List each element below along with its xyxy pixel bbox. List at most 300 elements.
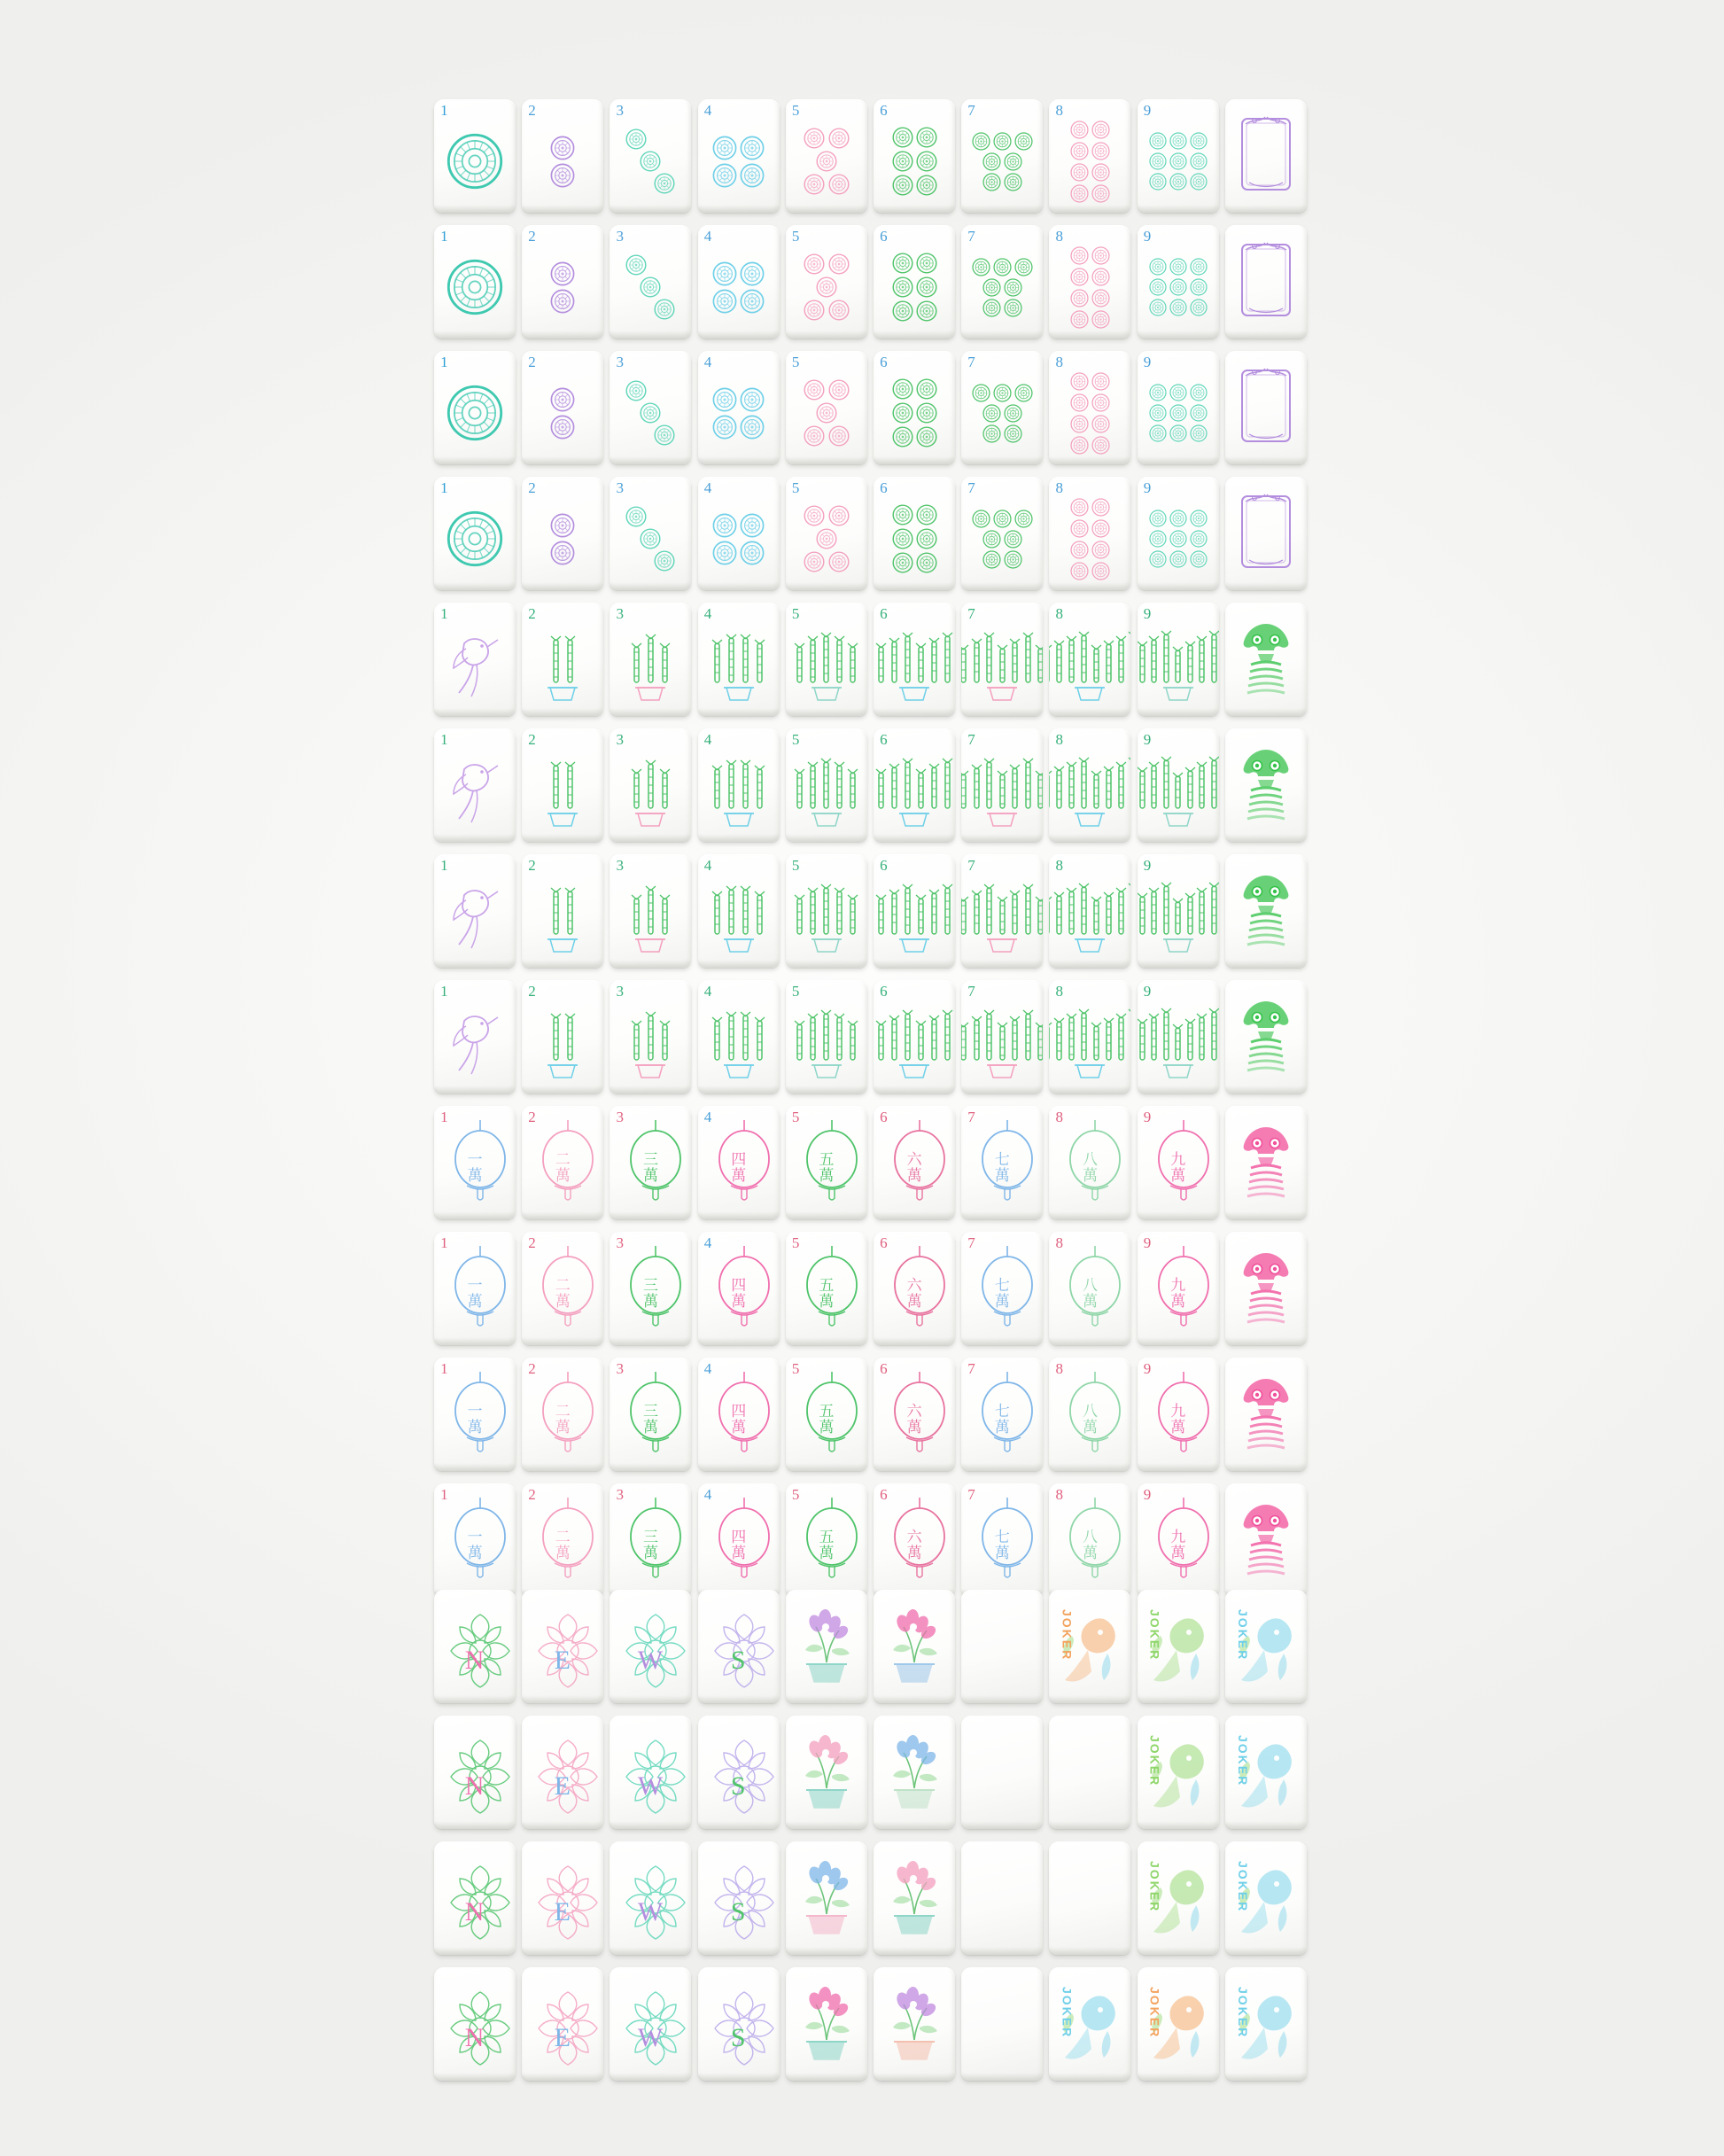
tile-character-9[interactable] bbox=[1138, 1483, 1219, 1597]
tile-number: 5 bbox=[791, 1109, 800, 1125]
tile-slot bbox=[610, 1712, 691, 1834]
tile-bamboo-8[interactable] bbox=[1049, 603, 1130, 716]
tile-bamboo-8[interactable] bbox=[1049, 980, 1130, 1094]
tile-blank[interactable] bbox=[1049, 1841, 1130, 1955]
tile-bamboo-8[interactable] bbox=[1049, 728, 1130, 842]
bamboo-art bbox=[1054, 867, 1125, 955]
tile-wind-W[interactable] bbox=[610, 1716, 691, 1829]
tile-wind-N[interactable] bbox=[434, 1841, 516, 1955]
tile-slot bbox=[961, 1228, 1043, 1350]
tile-bamboo-4[interactable] bbox=[698, 854, 780, 968]
wind-art: N bbox=[439, 1723, 510, 1811]
tile-dots-1[interactable] bbox=[434, 477, 516, 590]
tile-number: 7 bbox=[967, 1486, 975, 1503]
tile-joker[interactable] bbox=[1138, 1716, 1219, 1829]
tile-dots-5[interactable] bbox=[786, 99, 867, 213]
tile-slot bbox=[610, 222, 691, 344]
tile-number: 4 bbox=[703, 1486, 712, 1503]
tile-number: 6 bbox=[880, 1109, 888, 1125]
tile-slot bbox=[786, 222, 867, 344]
dots-art bbox=[703, 117, 774, 206]
tile-number: 7 bbox=[967, 857, 975, 874]
tile-dots-4[interactable] bbox=[698, 225, 780, 339]
tile-slot bbox=[874, 1228, 955, 1350]
tile-dots-6[interactable] bbox=[874, 351, 955, 464]
tile-number: 1 bbox=[440, 228, 448, 245]
tile-character-3[interactable] bbox=[610, 1232, 691, 1345]
tile-slot bbox=[610, 1102, 691, 1225]
tile-character-8[interactable] bbox=[1049, 1106, 1130, 1219]
tile-number: 6 bbox=[880, 1360, 888, 1377]
tile-bamboo-2[interactable] bbox=[522, 603, 603, 716]
tile-character-5[interactable] bbox=[786, 1358, 867, 1471]
tile-wind-S[interactable] bbox=[698, 1716, 780, 1829]
tile-bamboo-4[interactable] bbox=[698, 728, 780, 842]
tile-slot bbox=[522, 1964, 603, 2086]
tile-number: 5 bbox=[791, 731, 800, 748]
bamboo-art bbox=[703, 867, 774, 955]
tile-slot bbox=[786, 96, 867, 218]
tile-character-6[interactable] bbox=[874, 1232, 955, 1345]
joker-art: JOKER bbox=[1138, 1849, 1219, 1937]
tile-flower-orchid[interactable] bbox=[786, 1716, 867, 1829]
tile-slot bbox=[961, 222, 1043, 344]
dots-art bbox=[615, 369, 686, 457]
tile-character-7[interactable] bbox=[961, 1106, 1043, 1219]
tile-blank[interactable] bbox=[961, 1590, 1043, 1703]
tile-dots-5[interactable] bbox=[786, 477, 867, 590]
tile-slot bbox=[434, 1102, 516, 1225]
tile-dots-5[interactable] bbox=[786, 225, 867, 339]
wind-art: E bbox=[527, 1849, 598, 1937]
tile-bamboo-4[interactable] bbox=[698, 980, 780, 1094]
tile-bamboo-5[interactable] bbox=[786, 728, 867, 842]
tile-blank[interactable] bbox=[961, 1841, 1043, 1955]
bamboo-art bbox=[1143, 992, 1214, 1081]
tile-bamboo-6[interactable] bbox=[874, 728, 955, 842]
tile-bamboo-1-bird[interactable] bbox=[434, 854, 516, 968]
tile-bamboo-9[interactable] bbox=[1138, 603, 1219, 716]
tile-red-dragon[interactable] bbox=[1225, 1483, 1307, 1597]
tile-number: 5 bbox=[791, 479, 800, 496]
tile-bamboo-1-bird[interactable] bbox=[434, 728, 516, 842]
character-art: 二 萬 bbox=[527, 1115, 598, 1203]
tile-wind-N[interactable] bbox=[434, 1590, 516, 1703]
tile-slot bbox=[698, 222, 780, 344]
tile-character-9[interactable] bbox=[1138, 1232, 1219, 1345]
tile-character-1[interactable] bbox=[434, 1106, 516, 1219]
tile-flower-bluebell[interactable] bbox=[874, 1716, 955, 1829]
tile-number: 3 bbox=[616, 1234, 624, 1251]
tile-bamboo-7[interactable] bbox=[961, 728, 1043, 842]
tile-dots-8[interactable] bbox=[1049, 351, 1130, 464]
tile-number: 1 bbox=[440, 479, 448, 496]
red-dragon-art bbox=[1231, 1244, 1301, 1333]
wind-art: E bbox=[527, 1723, 598, 1811]
tile-flower-orchid[interactable] bbox=[786, 1967, 867, 2081]
tile-slot bbox=[610, 1964, 691, 2086]
dots-art bbox=[439, 494, 510, 583]
tile-character-3[interactable] bbox=[610, 1106, 691, 1219]
tile-number: 1 bbox=[440, 1360, 448, 1377]
tile-number: 1 bbox=[440, 354, 448, 370]
tile-slot bbox=[522, 1102, 603, 1225]
tile-wind-S[interactable] bbox=[698, 1967, 780, 2081]
tile-number: 3 bbox=[616, 605, 624, 622]
dots-art bbox=[1143, 243, 1214, 331]
tile-number: 2 bbox=[528, 983, 536, 1000]
tile-character-5[interactable] bbox=[786, 1232, 867, 1345]
tile-number: 1 bbox=[440, 102, 448, 119]
bamboo-art bbox=[967, 992, 1037, 1081]
tile-dots-5[interactable] bbox=[786, 351, 867, 464]
tile-slot bbox=[610, 1586, 691, 1708]
tile-slot bbox=[698, 1228, 780, 1350]
tile-dots-2[interactable] bbox=[522, 477, 603, 590]
tile-slot bbox=[522, 473, 603, 595]
tile-flower-iris[interactable] bbox=[786, 1841, 867, 1955]
tile-bamboo-5[interactable] bbox=[786, 603, 867, 716]
tile-number: 3 bbox=[616, 1486, 624, 1503]
tile-wind-E[interactable] bbox=[522, 1590, 603, 1703]
tile-dots-3[interactable] bbox=[610, 477, 691, 590]
tile-slot bbox=[1049, 599, 1130, 721]
tile-number: 4 bbox=[703, 983, 712, 1000]
tile-dots-8[interactable] bbox=[1049, 477, 1130, 590]
tile-dots-9[interactable] bbox=[1138, 99, 1219, 213]
tile-dots-9[interactable] bbox=[1138, 225, 1219, 339]
dots-art bbox=[1054, 243, 1125, 331]
tile-white-dragon[interactable] bbox=[1225, 225, 1307, 339]
character-art: 九 萬 bbox=[1143, 1492, 1214, 1581]
tile-slot bbox=[1049, 1964, 1130, 2086]
tile-slot bbox=[874, 1838, 955, 1960]
wind-art: W bbox=[615, 1974, 686, 2063]
tile-slot bbox=[698, 1586, 780, 1708]
tile-slot bbox=[1225, 977, 1307, 1099]
tile-character-7[interactable] bbox=[961, 1232, 1043, 1345]
tile-number: 4 bbox=[703, 102, 712, 119]
tile-bamboo-7[interactable] bbox=[961, 854, 1043, 968]
tile-dots-3[interactable] bbox=[610, 225, 691, 339]
tile-slot bbox=[1225, 1228, 1307, 1350]
bamboo-art bbox=[1054, 992, 1125, 1081]
tile-number: 7 bbox=[967, 1109, 975, 1125]
tile-green-dragon[interactable] bbox=[1225, 980, 1307, 1094]
tile-character-5[interactable] bbox=[786, 1483, 867, 1597]
tile-slot bbox=[698, 599, 780, 721]
tile-dots-8[interactable] bbox=[1049, 225, 1130, 339]
tile-bamboo-5[interactable] bbox=[786, 854, 867, 968]
tile-character-2[interactable] bbox=[522, 1483, 603, 1597]
joker-art: JOKER bbox=[1225, 1849, 1307, 1937]
tile-slot bbox=[874, 473, 955, 595]
tile-character-2[interactable] bbox=[522, 1358, 603, 1471]
tile-slot bbox=[610, 977, 691, 1099]
tile-dots-4[interactable] bbox=[698, 99, 780, 213]
tile-joker[interactable] bbox=[1049, 1590, 1130, 1703]
tile-character-3[interactable] bbox=[610, 1483, 691, 1597]
tile-slot bbox=[698, 851, 780, 973]
tile-bamboo-9[interactable] bbox=[1138, 728, 1219, 842]
tile-number: 8 bbox=[1055, 228, 1063, 245]
wind-art: S bbox=[703, 1597, 774, 1685]
tile-bamboo-2[interactable] bbox=[522, 980, 603, 1094]
tile-slot bbox=[961, 1354, 1043, 1476]
tile-flower-tulip[interactable] bbox=[874, 1967, 955, 2081]
tile-dots-6[interactable] bbox=[874, 477, 955, 590]
tile-number: 7 bbox=[967, 983, 975, 1000]
tile-bamboo-1-bird[interactable] bbox=[434, 603, 516, 716]
tile-slot bbox=[961, 1712, 1043, 1834]
tile-blank[interactable] bbox=[961, 1967, 1043, 2081]
tile-number: 1 bbox=[440, 1486, 448, 1503]
tile-blank[interactable] bbox=[961, 1716, 1043, 1829]
tile-character-8[interactable] bbox=[1049, 1483, 1130, 1597]
tile-joker[interactable] bbox=[1138, 1841, 1219, 1955]
tile-joker[interactable] bbox=[1138, 1967, 1219, 2081]
tile-number: 2 bbox=[528, 731, 536, 748]
dots-art bbox=[615, 494, 686, 583]
tile-dots-9[interactable] bbox=[1138, 351, 1219, 464]
character-art: 九 萬 bbox=[1143, 1115, 1214, 1203]
tile-wind-E[interactable] bbox=[522, 1967, 603, 2081]
tile-bamboo-4[interactable] bbox=[698, 603, 780, 716]
tile-bamboo-6[interactable] bbox=[874, 854, 955, 968]
tile-slot bbox=[1225, 1354, 1307, 1476]
tile-number: 9 bbox=[1143, 1486, 1152, 1503]
bamboo-art bbox=[1143, 741, 1214, 829]
tile-slot bbox=[961, 1964, 1043, 2086]
tile-dots-4[interactable] bbox=[698, 351, 780, 464]
tile-wind-N[interactable] bbox=[434, 1967, 516, 2081]
tile-white-dragon[interactable] bbox=[1225, 351, 1307, 464]
dots-art bbox=[879, 494, 950, 583]
tile-number: 2 bbox=[528, 102, 536, 119]
tile-bamboo-9[interactable] bbox=[1138, 980, 1219, 1094]
tile-bamboo-6[interactable] bbox=[874, 603, 955, 716]
character-art: 四 萬 bbox=[703, 1241, 774, 1329]
tile-character-8[interactable] bbox=[1049, 1358, 1130, 1471]
tile-bamboo-7[interactable] bbox=[961, 603, 1043, 716]
tile-wind-S[interactable] bbox=[698, 1841, 780, 1955]
tile-number: 3 bbox=[616, 102, 624, 119]
tile-slot bbox=[1049, 1228, 1130, 1350]
tile-character-6[interactable] bbox=[874, 1483, 955, 1597]
tile-dots-7[interactable] bbox=[961, 351, 1043, 464]
tile-slot bbox=[698, 1354, 780, 1476]
tile-dots-7[interactable] bbox=[961, 477, 1043, 590]
tile-green-dragon[interactable] bbox=[1225, 728, 1307, 842]
tile-character-4[interactable] bbox=[698, 1358, 780, 1471]
tile-character-4[interactable] bbox=[698, 1483, 780, 1597]
character-art: 五 萬 bbox=[791, 1241, 862, 1329]
tile-red-dragon[interactable] bbox=[1225, 1106, 1307, 1219]
tile-slot bbox=[522, 1480, 603, 1602]
tile-slot bbox=[1138, 725, 1219, 847]
tile-character-6[interactable] bbox=[874, 1106, 955, 1219]
tile-dots-7[interactable] bbox=[961, 225, 1043, 339]
tile-number: 4 bbox=[703, 731, 712, 748]
wind-art: S bbox=[703, 1723, 774, 1811]
tile-character-4[interactable] bbox=[698, 1232, 780, 1345]
tile-number: 5 bbox=[791, 983, 800, 1000]
character-art: 八 萬 bbox=[1054, 1492, 1125, 1581]
tile-slot bbox=[874, 96, 955, 218]
tile-wind-W[interactable] bbox=[610, 1967, 691, 2081]
tile-character-6[interactable] bbox=[874, 1358, 955, 1471]
dots-art bbox=[703, 243, 774, 331]
tile-joker[interactable] bbox=[1225, 1841, 1307, 1955]
tile-slot bbox=[1138, 1480, 1219, 1602]
tile-character-1[interactable] bbox=[434, 1483, 516, 1597]
tile-slot bbox=[698, 473, 780, 595]
tile-dots-1[interactable] bbox=[434, 225, 516, 339]
tile-slot bbox=[1138, 222, 1219, 344]
tile-character-1[interactable] bbox=[434, 1232, 516, 1345]
tile-character-3[interactable] bbox=[610, 1358, 691, 1471]
tile-character-8[interactable] bbox=[1049, 1232, 1130, 1345]
bamboo-art bbox=[1054, 741, 1125, 829]
character-art: 一 萬 bbox=[439, 1492, 510, 1581]
tile-slot bbox=[610, 1838, 691, 1960]
tile-bamboo-2[interactable] bbox=[522, 854, 603, 968]
tile-blank[interactable] bbox=[1049, 1716, 1130, 1829]
tile-bamboo-1-bird[interactable] bbox=[434, 980, 516, 1094]
tile-character-4[interactable] bbox=[698, 1106, 780, 1219]
tile-character-9[interactable] bbox=[1138, 1106, 1219, 1219]
tile-joker[interactable] bbox=[1049, 1967, 1130, 2081]
tile-number: 3 bbox=[616, 479, 624, 496]
dots-art bbox=[791, 117, 862, 206]
character-art: 二 萬 bbox=[527, 1492, 598, 1581]
tile-joker[interactable] bbox=[1225, 1967, 1307, 2081]
tile-wind-E[interactable] bbox=[522, 1841, 603, 1955]
tile-slot bbox=[434, 1838, 516, 1960]
tile-number: 8 bbox=[1055, 102, 1063, 119]
tile-red-dragon[interactable] bbox=[1225, 1232, 1307, 1345]
tile-joker[interactable] bbox=[1225, 1716, 1307, 1829]
tile-number: 5 bbox=[791, 1360, 800, 1377]
tile-slot bbox=[434, 977, 516, 1099]
bamboo-art bbox=[879, 867, 950, 955]
character-art: 三 萬 bbox=[615, 1241, 686, 1329]
tile-dots-1[interactable] bbox=[434, 351, 516, 464]
tile-slot bbox=[434, 1228, 516, 1350]
red-dragon-art bbox=[1231, 1370, 1301, 1459]
tile-joker[interactable] bbox=[1138, 1590, 1219, 1703]
joker-art: JOKER bbox=[1225, 1723, 1307, 1811]
tile-bamboo-8[interactable] bbox=[1049, 854, 1130, 968]
character-art: 二 萬 bbox=[527, 1241, 598, 1329]
tile-flower-orchid[interactable] bbox=[874, 1841, 955, 1955]
dots-art bbox=[439, 117, 510, 206]
dots-art bbox=[703, 494, 774, 583]
character-art: 八 萬 bbox=[1054, 1241, 1125, 1329]
tile-bamboo-2[interactable] bbox=[522, 728, 603, 842]
tile-slot bbox=[1225, 96, 1307, 218]
tile-white-dragon[interactable] bbox=[1225, 477, 1307, 590]
tile-dots-8[interactable] bbox=[1049, 99, 1130, 213]
tile-number: 9 bbox=[1143, 857, 1152, 874]
tile-dots-7[interactable] bbox=[961, 99, 1043, 213]
tile-wind-W[interactable] bbox=[610, 1590, 691, 1703]
dots-art bbox=[967, 369, 1037, 457]
tile-character-5[interactable] bbox=[786, 1106, 867, 1219]
tile-dots-9[interactable] bbox=[1138, 477, 1219, 590]
tile-dots-6[interactable] bbox=[874, 225, 955, 339]
tile-joker[interactable] bbox=[1225, 1590, 1307, 1703]
bird-art bbox=[439, 746, 510, 835]
tile-white-dragon[interactable] bbox=[1225, 99, 1307, 213]
tile-dots-3[interactable] bbox=[610, 351, 691, 464]
tile-wind-N[interactable] bbox=[434, 1716, 516, 1829]
tile-slot bbox=[1049, 1102, 1130, 1225]
tile-slot bbox=[961, 1838, 1043, 1960]
tile-dots-2[interactable] bbox=[522, 351, 603, 464]
tile-character-1[interactable] bbox=[434, 1358, 516, 1471]
tile-wind-S[interactable] bbox=[698, 1590, 780, 1703]
tile-green-dragon[interactable] bbox=[1225, 603, 1307, 716]
tile-bamboo-3[interactable] bbox=[610, 603, 691, 716]
tile-character-7[interactable] bbox=[961, 1358, 1043, 1471]
tile-bamboo-3[interactable] bbox=[610, 980, 691, 1094]
tile-bamboo-5[interactable] bbox=[786, 980, 867, 1094]
tile-flower-orchid[interactable] bbox=[786, 1590, 867, 1703]
tile-character-7[interactable] bbox=[961, 1483, 1043, 1597]
tile-slot bbox=[1049, 977, 1130, 1099]
tile-green-dragon[interactable] bbox=[1225, 854, 1307, 968]
tile-slot bbox=[434, 851, 516, 973]
tile-number: 6 bbox=[880, 102, 888, 119]
tile-flower-lily[interactable] bbox=[874, 1590, 955, 1703]
bamboo-art bbox=[879, 992, 950, 1081]
dots-art bbox=[1143, 494, 1214, 583]
tile-dots-4[interactable] bbox=[698, 477, 780, 590]
tile-slot bbox=[874, 222, 955, 344]
tile-bamboo-3[interactable] bbox=[610, 728, 691, 842]
tile-bamboo-3[interactable] bbox=[610, 854, 691, 968]
tile-dots-3[interactable] bbox=[610, 99, 691, 213]
tile-number: 3 bbox=[616, 983, 624, 1000]
tile-character-2[interactable] bbox=[522, 1232, 603, 1345]
tile-dots-2[interactable] bbox=[522, 225, 603, 339]
bamboo-art bbox=[791, 992, 862, 1081]
tile-dots-6[interactable] bbox=[874, 99, 955, 213]
tile-bamboo-7[interactable] bbox=[961, 980, 1043, 1094]
bamboo-art bbox=[967, 867, 1037, 955]
tile-number: 1 bbox=[440, 857, 448, 874]
tile-wind-W[interactable] bbox=[610, 1841, 691, 1955]
tile-number: 6 bbox=[880, 479, 888, 496]
tile-character-2[interactable] bbox=[522, 1106, 603, 1219]
bamboo-art bbox=[791, 615, 862, 704]
tile-slot bbox=[1138, 1354, 1219, 1476]
tile-dots-1[interactable] bbox=[434, 99, 516, 213]
character-art: 三 萬 bbox=[615, 1366, 686, 1455]
tile-wind-E[interactable] bbox=[522, 1716, 603, 1829]
tile-bamboo-6[interactable] bbox=[874, 980, 955, 1094]
tile-slot bbox=[610, 851, 691, 973]
tile-number: 3 bbox=[616, 228, 624, 245]
tile-bamboo-9[interactable] bbox=[1138, 854, 1219, 968]
tile-slot bbox=[786, 851, 867, 973]
character-art: 六 萬 bbox=[879, 1366, 950, 1455]
tile-red-dragon[interactable] bbox=[1225, 1358, 1307, 1471]
tile-character-9[interactable] bbox=[1138, 1358, 1219, 1471]
character-art: 七 萬 bbox=[967, 1492, 1037, 1581]
tile-dots-2[interactable] bbox=[522, 99, 603, 213]
